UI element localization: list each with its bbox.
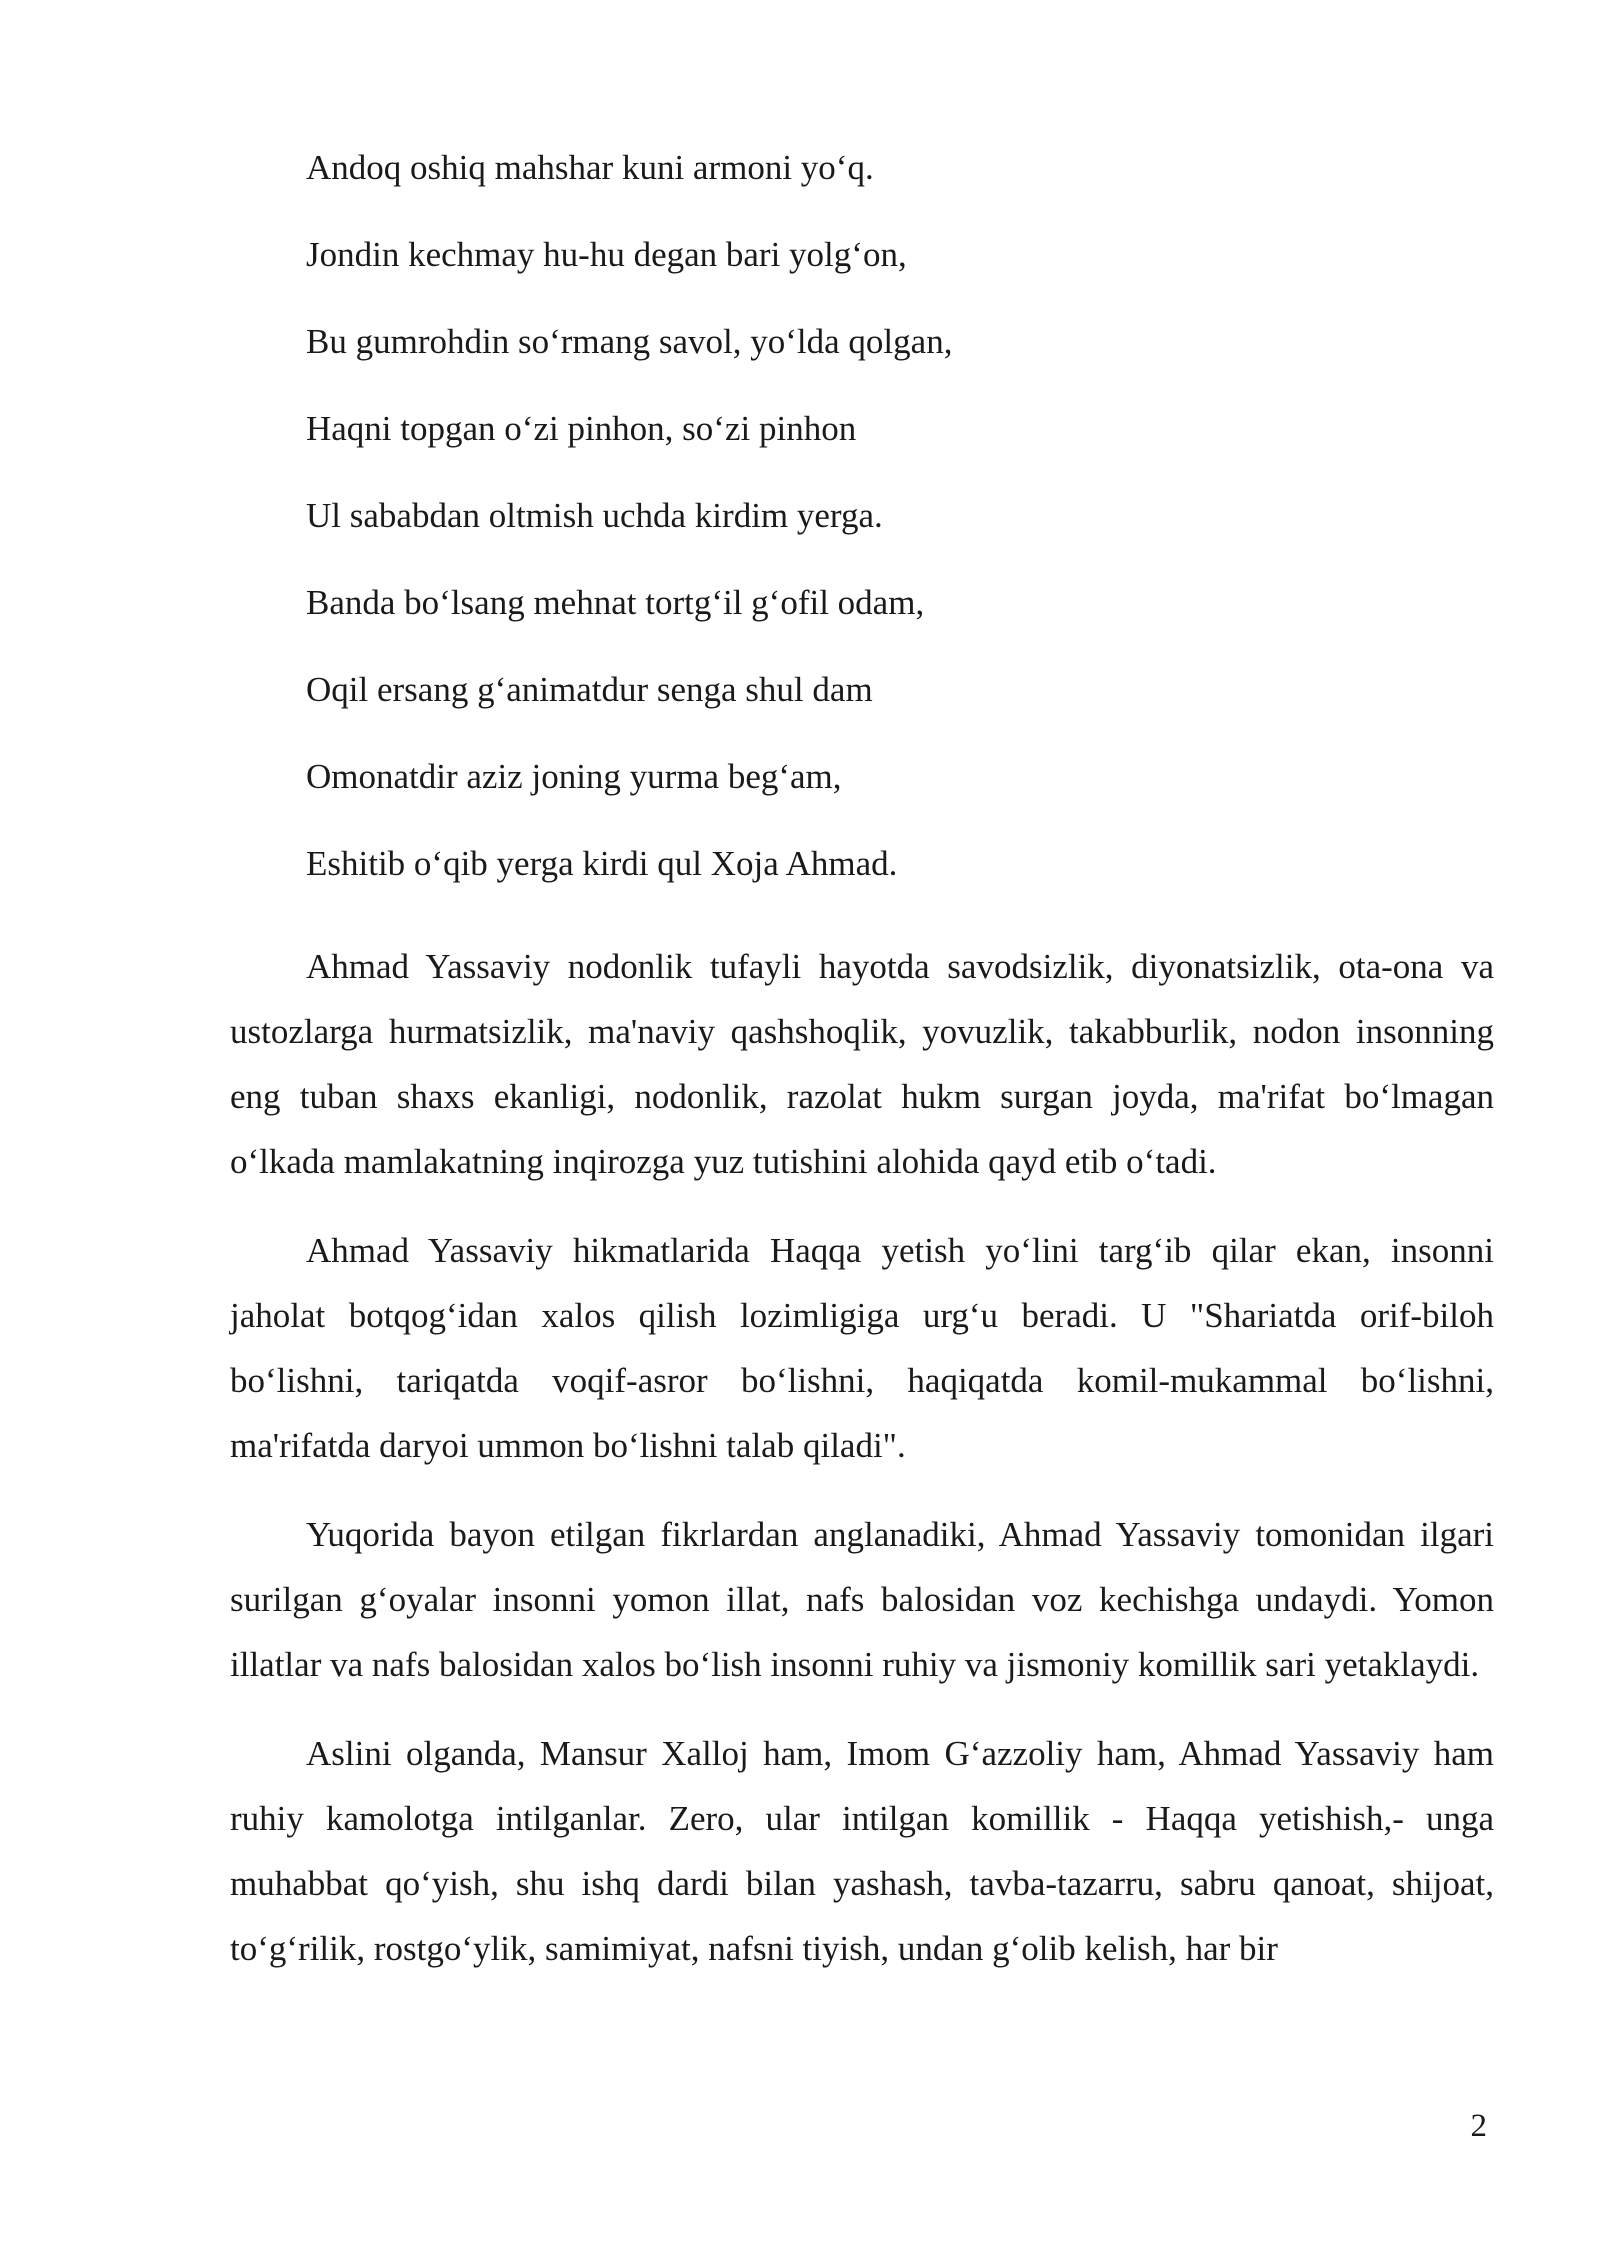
verse-block <box>306 148 1486 931</box>
verse-line: Jondin kechmay hu-hu degan bari yolg‘on, <box>306 235 907 274</box>
verse-line: Eshitib o‘qib yerga kirdi qul Xoja Ahmad. <box>306 844 898 883</box>
paragraph: Ahmad Yassaviy hikmatlarida Haqqa yetish yo‘lini targ‘ib qilar ekan, insonni jaholat botqog‘idan xalos qilish lozimligiga urg‘u beradi. U "Shariatda orif-biloh bo‘lishni, tariqatda voqif-asror bo‘lishni, haqiqatda komil-mukammal bo‘lishni, ma'rifatda daryoi ummon bo‘lishni talab qiladi". <box>230 1231 1494 1465</box>
paragraph: Aslini olganda, Mansur Xalloj ham, Imom G‘azzoliy ham, Ahmad Yassaviy ham ruhiy kamolotga intilganlar. Zero, ular intilgan komillik - Haqqa yetishish,- unga muhabbat qo‘yish, shu ishq dardi bilan yashash, tavba-tazarru, sabru qanoat, shijoat, to‘g‘rilik, rostgo‘ylik, samimiyat, nafsni tiyish, undan g‘olib kelish, har bir <box>230 1734 1494 1968</box>
paragraph: Ahmad Yassaviy nodonlik tufayli hayotda savodsizlik, diyonatsizlik, ota-ona va ustozlarga hurmatsizlik, ma'naviy qashshoqlik, yovuzlik, takabburlik, nodon insonning eng tuban shaxs ekanligi, nodonlik, razolat hukm surgan joyda, ma'rifat bo‘lmagan o‘lkada mamlakatning inqirozga yuz tutishini alohida qayd etib o‘tadi. <box>230 947 1494 1181</box>
verse-line: Haqni topgan o‘zi pinhon, so‘zi pinhon <box>306 409 857 448</box>
body-text <box>230 934 1494 2005</box>
page-number: 2 <box>1470 2108 1487 2144</box>
verse-line: Bu gumrohdin so‘rmang savol, yo‘lda qolgan, <box>306 322 953 361</box>
verse-line: Oqil ersang g‘animatdur senga shul dam <box>306 670 873 709</box>
verse-line: Banda bo‘lsang mehnat tortg‘il g‘ofil odam, <box>306 583 925 622</box>
paragraph: Yuqorida bayon etilgan fikrlardan anglanadiki, Ahmad Yassaviy tomonidan ilgari surilgan g‘oyalar insonni yomon illat, nafs balosidan voz kechishga undaydi. Yomon illatlar va nafs balosidan xalos bo‘lish insonni ruhiy va jismoniy komillik sari yetaklaydi. <box>230 1515 1494 1684</box>
verse-line: Ul sababdan oltmish uchda kirdim yerga. <box>306 496 883 535</box>
verse-line: Omonatdir aziz joning yurma beg‘am, <box>306 757 842 796</box>
verse-line: Andoq oshiq mahshar kuni armoni yo‘q. <box>306 148 874 187</box>
